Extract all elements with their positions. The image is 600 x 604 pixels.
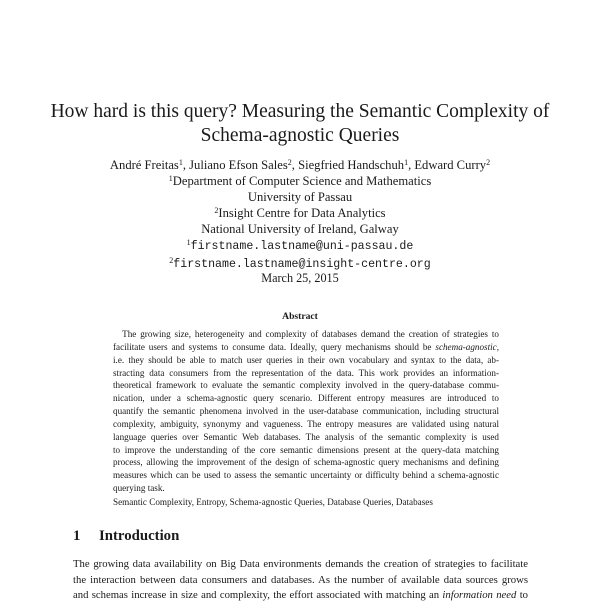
keywords: Semantic Complexity, Entropy, Schema-agnostic Queries, Database Queries, Databases	[113, 497, 433, 507]
abstract-line: language queries over Semantic Web databases. The analysis of the semantic complexity is used	[113, 431, 499, 442]
title-line-1: How hard is this query? Measuring the Semantic Complexity of	[50, 101, 550, 122]
abstract-line: complexity, ambiguity, synonymy and vagueness. The entropy measures are validated using natural	[113, 418, 499, 429]
author-block	[40, 157, 560, 273]
body-emphasis: information need	[442, 589, 517, 602]
author-affiliation-mark: 2	[486, 158, 491, 167]
body-line: The growing data availability on Big Data environments demands the creation of strategies to facilitate	[73, 558, 528, 570]
author-name: Juliano Efson Sales	[189, 158, 288, 172]
author-name: Siegfried Handschuh	[298, 158, 405, 172]
affiliation-2-university: National University of Ireland, Galway	[201, 222, 399, 236]
abstract-line: theoretical framework to evaluate the semantic complexity involved in the query-database commu-	[113, 380, 499, 391]
affiliation-mark: 2	[214, 206, 219, 215]
section-number: 1	[73, 528, 81, 544]
abstract-heading: Abstract	[282, 311, 318, 322]
author-affiliation-mark: 1	[178, 158, 183, 167]
abstract-text	[113, 328, 499, 495]
email-mark: 2	[169, 256, 174, 265]
abstract-line: quantify the semantic phenomena involved in the user-database communication, including structural	[113, 406, 499, 417]
abstract-line: stracting data consumers from the representation of the data. This work provides an information-	[113, 367, 499, 378]
email-2: firstname.lastname@insight-centre.org	[173, 258, 431, 271]
email-1-line	[40, 237, 560, 255]
affiliation-1	[40, 173, 560, 189]
author-name: André Freitas	[109, 158, 179, 172]
introduction-text	[73, 557, 528, 604]
author-name: Edward Curry	[414, 158, 487, 172]
abstract-line: querying task.	[113, 483, 165, 494]
body-line: the interaction between data consumers and databases. As the number of available data sources grows	[73, 573, 528, 586]
affiliation-2	[40, 205, 560, 221]
abstract-line: measures which can be used to assess the semantic uncertainty or difficulty behind a schema-agnostic	[113, 470, 499, 481]
affiliation-mark: 1	[168, 174, 173, 183]
title-line-2: Schema-agnostic Queries	[200, 125, 400, 146]
abstract-line: i.e. they should be able to match user queries in their own vocabulary and syntax to the data, ab-	[113, 354, 499, 365]
abstract-line: facilitate users and systems to consume data. Ideally, query mechanisms should be schema-agnostic,	[113, 341, 499, 352]
abstract-line: The growing size, heterogeneity and complexity of databases demand the creation of strategies to	[122, 329, 499, 339]
author-list: André Freitas$^1$, Juliano Efson Sales$^2$, Siegfried Handschuh$^1$, Edward Curry$^2$	[109, 158, 491, 172]
affiliation-1-department: Department of Computer Science and Mathematics	[172, 174, 432, 188]
section-title: Introduction	[99, 528, 180, 544]
paper-title	[40, 100, 560, 148]
abstract-line: nication, under a schema-agnostic query scenario. Different entropy measures are introduced to	[113, 393, 499, 404]
abstract-line: process, allowing the improvement of the design of schema-agnostic query mechanisms and defining	[113, 457, 499, 468]
author-affiliation-mark: 1	[404, 158, 409, 167]
author-affiliation-mark: 2	[287, 158, 292, 167]
section-heading	[73, 528, 179, 545]
paper-date: March 25, 2015	[261, 271, 339, 285]
abstract-emphasis: schema-agnostic	[435, 341, 497, 352]
affiliation-2-centre: Insight Centre for Data Analytics	[218, 206, 386, 220]
body-line: and schemas increase in size and complexity, the effort associated with matching an information need to	[73, 589, 529, 602]
affiliation-1-university: University of Passau	[247, 190, 353, 204]
email-1: firstname.lastname@uni-passau.de	[190, 240, 414, 253]
email-mark: 1	[186, 238, 191, 247]
abstract-line: to improve the understanding of the core semantic dimensions present at the query-data matching	[113, 444, 499, 455]
